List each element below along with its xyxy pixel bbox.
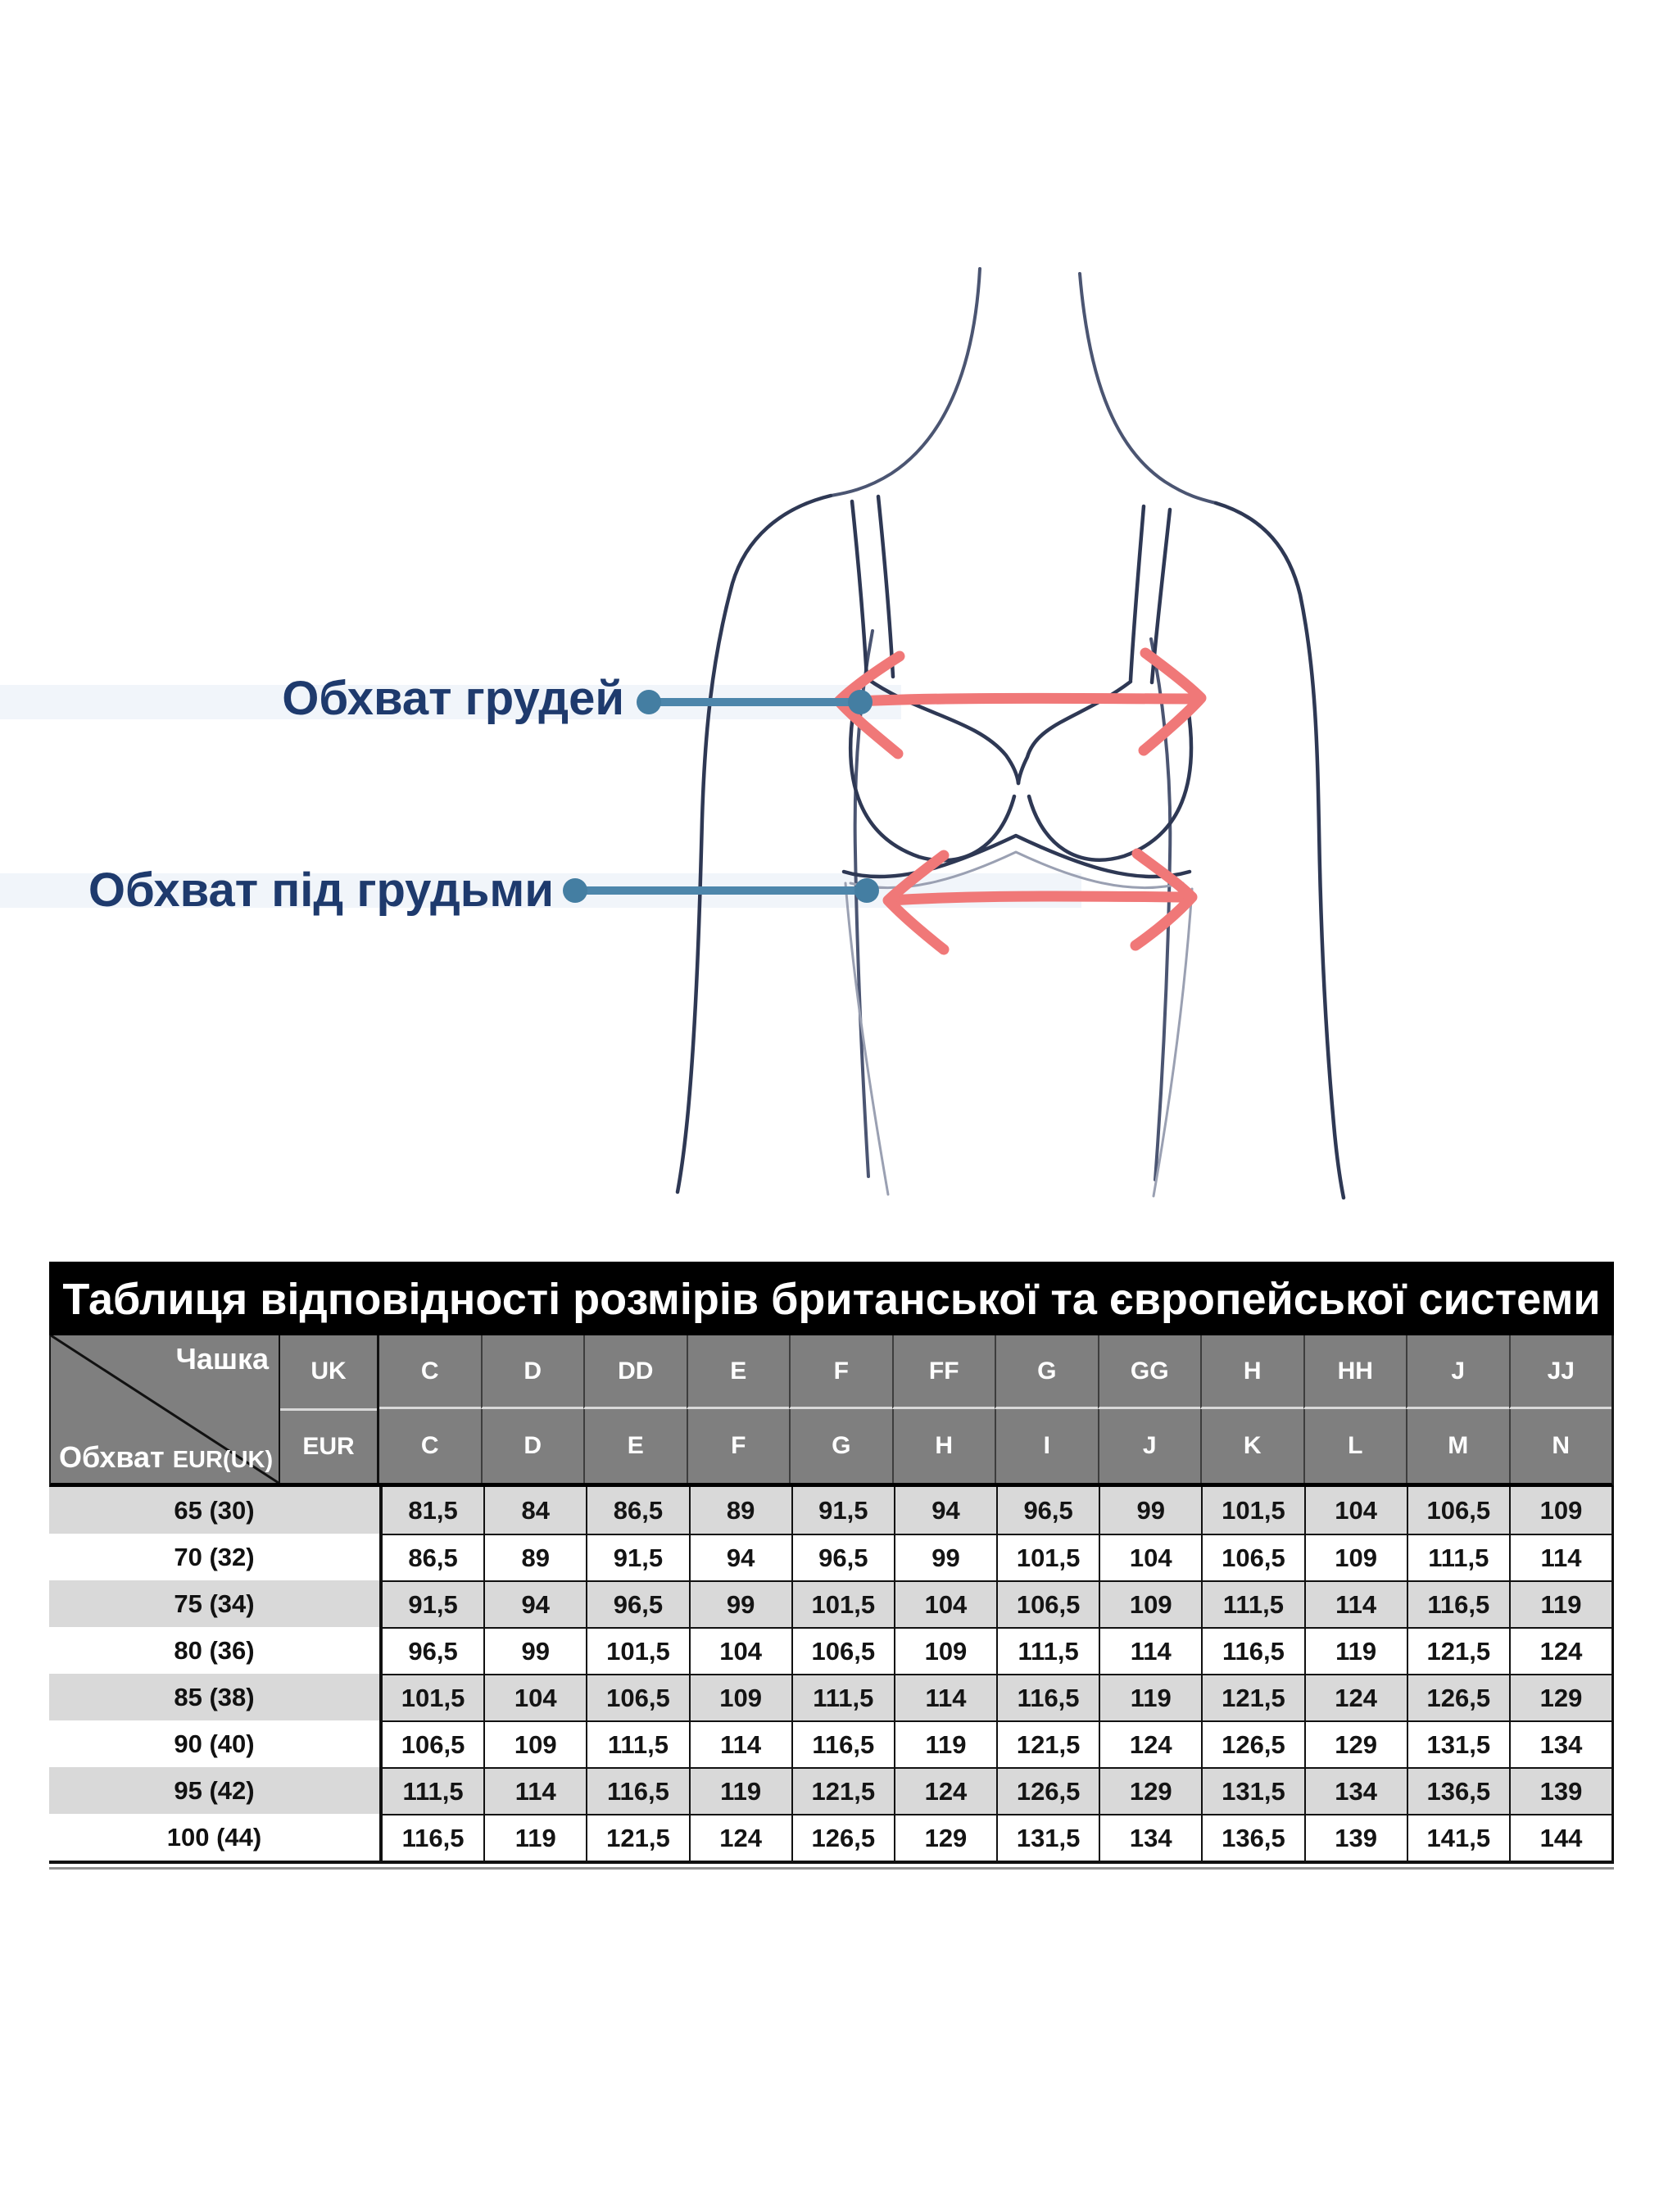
size-value-cell: 126,5 [996,1769,1099,1814]
size-value-cell: 129 [1509,1675,1611,1720]
connector-endpoint-dot [637,690,661,714]
size-value-cell: 109 [1099,1582,1201,1627]
size-value-cell: 129 [1304,1722,1407,1767]
size-value-cell: 96,5 [379,1629,483,1674]
size-value-cell: 101,5 [996,1535,1099,1580]
size-value-cell: 114 [1304,1582,1407,1627]
eur-cup-cell: F [687,1409,790,1483]
table-row [49,1814,1614,1861]
size-value-cell: 109 [689,1675,791,1720]
underbust-arrow-shaft [890,896,1188,900]
uk-cup-cell: G [995,1335,1098,1409]
size-value-cell: 121,5 [1407,1629,1509,1674]
eur-cup-cell: N [1509,1409,1612,1483]
size-value-cell: 99 [1099,1487,1201,1534]
unit-column [280,1335,379,1483]
size-value-cell: 134 [1099,1815,1201,1861]
row-values [379,1580,1614,1627]
size-value-cell: 109 [1509,1487,1611,1534]
row-label-girth: 95 (42) [174,1775,255,1805]
connector-endpoint-dot [848,690,873,714]
row-values [379,1674,1614,1720]
table-row [49,1720,1614,1767]
size-value-cell: 114 [1509,1535,1611,1580]
connector-endpoint-dot [563,878,587,903]
size-value-cell: 99 [689,1582,791,1627]
size-value-cell: 124 [894,1769,996,1814]
corner-cell [51,1335,280,1483]
size-value-cell: 104 [483,1675,586,1720]
girth-unit-note: EUR(UK) [172,1447,274,1473]
connector-endpoint-dot [854,878,879,903]
uk-cup-cell: J [1406,1335,1509,1409]
size-value-cell: 89 [483,1535,586,1580]
uk-cup-cell: DD [583,1335,687,1409]
eur-cup-cell: M [1406,1409,1509,1483]
size-value-cell: 124 [1509,1629,1611,1674]
size-value-cell: 119 [483,1815,586,1861]
size-value-cell: 94 [894,1487,996,1534]
size-value-cell: 99 [894,1535,996,1580]
size-value-cell: 119 [689,1769,791,1814]
eur-cup-cell: K [1200,1409,1303,1483]
size-value-cell: 104 [1304,1487,1407,1534]
eur-cup-cell: D [481,1409,584,1483]
size-value-cell: 94 [689,1535,791,1580]
size-value-cell: 124 [689,1815,791,1861]
size-value-cell: 141,5 [1407,1815,1509,1861]
size-value-cell: 91,5 [586,1535,688,1580]
size-value-cell: 104 [689,1629,791,1674]
size-value-cell: 91,5 [791,1487,894,1534]
size-value-cell: 139 [1304,1815,1407,1861]
row-values [379,1534,1614,1580]
uk-unit-cell: UK [280,1335,377,1411]
size-value-cell: 119 [1099,1675,1201,1720]
girth-word: Обхват [59,1440,165,1474]
row-label-girth: 75 (34) [174,1589,255,1618]
table-row [49,1627,1614,1674]
size-value-cell: 131,5 [996,1815,1099,1861]
size-value-cell: 114 [689,1722,791,1767]
size-value-cell: 109 [894,1629,996,1674]
size-value-cell: 106,5 [1407,1487,1509,1534]
bust-arrow-shaft [842,698,1198,702]
table-body [49,1487,1614,1861]
table-title: Таблиця відповідності розмірів британської та європейської системи [49,1262,1614,1335]
row-values [379,1720,1614,1767]
size-table [49,1262,1614,1870]
table-bottom-border [49,1861,1614,1870]
uk-cup-cell: JJ [1509,1335,1612,1409]
size-value-cell: 136,5 [1201,1815,1303,1861]
size-value-cell: 119 [1304,1629,1407,1674]
table-row [49,1674,1614,1720]
size-value-cell: 101,5 [791,1582,894,1627]
size-value-cell: 139 [1509,1769,1611,1814]
size-value-cell: 124 [1304,1675,1407,1720]
size-value-cell: 101,5 [379,1675,483,1720]
size-value-cell: 116,5 [791,1722,894,1767]
uk-cup-cell: F [789,1335,892,1409]
size-value-cell: 109 [1304,1535,1407,1580]
size-value-cell: 116,5 [1407,1582,1509,1627]
eur-cup-cell: H [892,1409,995,1483]
body-outline [678,269,1344,1198]
size-value-cell: 116,5 [586,1769,688,1814]
size-value-cell: 121,5 [996,1722,1099,1767]
row-label-girth: 80 (36) [174,1635,255,1665]
uk-cup-cell: E [687,1335,790,1409]
size-value-cell: 111,5 [1407,1535,1509,1580]
size-value-cell: 119 [1509,1582,1611,1627]
eur-cup-cell: E [583,1409,687,1483]
size-value-cell: 129 [894,1815,996,1861]
size-value-cell: 114 [483,1769,586,1814]
size-value-cell: 89 [689,1487,791,1534]
row-values [379,1627,1614,1674]
size-value-cell: 116,5 [996,1675,1099,1720]
row-values [379,1814,1614,1861]
cup-columns [379,1335,1611,1483]
size-value-cell: 104 [894,1582,996,1627]
row-label-girth: 90 (40) [174,1729,255,1758]
eur-cup-cell: C [420,1432,439,1459]
size-value-cell: 96,5 [996,1487,1099,1534]
size-value-cell: 114 [894,1675,996,1720]
size-value-cell: 111,5 [791,1675,894,1720]
size-value-cell: 116,5 [1201,1629,1303,1674]
size-value-cell: 129 [1099,1769,1201,1814]
size-value-cell: 121,5 [1201,1675,1303,1720]
size-value-cell: 81,5 [379,1487,483,1534]
size-value-cell: 106,5 [586,1675,688,1720]
uk-cup-cell: HH [1303,1335,1407,1409]
size-value-cell: 86,5 [586,1487,688,1534]
size-value-cell: 111,5 [586,1722,688,1767]
size-value-cell: 86,5 [379,1535,483,1580]
left-arm-outer-line [678,496,831,1192]
size-value-cell: 84 [483,1487,586,1534]
size-value-cell: 111,5 [379,1769,483,1814]
table-row [49,1767,1614,1814]
size-value-cell: 131,5 [1201,1769,1303,1814]
size-value-cell: 116,5 [379,1815,483,1861]
size-value-cell: 144 [1509,1815,1611,1861]
uk-cup-cell: D [481,1335,584,1409]
eur-cup-cell: I [995,1409,1098,1483]
table-row [49,1580,1614,1627]
size-value-cell: 131,5 [1407,1722,1509,1767]
right-arm-outer-line [1216,503,1344,1198]
right-arm-inner-line [1151,639,1170,1180]
size-value-cell: 101,5 [1201,1487,1303,1534]
size-value-cell: 99 [483,1629,586,1674]
size-value-cell: 126,5 [1201,1722,1303,1767]
row-label-girth: 70 (32) [174,1542,255,1571]
size-value-cell: 126,5 [791,1815,894,1861]
underbust-girth-label: Обхват під грудьми [88,863,554,917]
size-value-cell: 111,5 [996,1629,1099,1674]
size-value-cell: 134 [1304,1769,1407,1814]
size-value-cell: 121,5 [791,1769,894,1814]
row-values [379,1487,1614,1534]
row-values [379,1767,1614,1814]
size-value-cell: 136,5 [1407,1769,1509,1814]
size-value-cell: 114 [1099,1629,1201,1674]
left-strap-line [878,496,893,677]
right-neck-line [1080,274,1216,503]
left-neck-line [831,269,980,496]
eur-cup-cell: G [789,1409,892,1483]
size-value-cell: 104 [1099,1535,1201,1580]
size-value-cell: 121,5 [586,1815,688,1861]
cup-axis-label: Чашка [175,1342,269,1376]
row-label-girth: 85 (38) [174,1682,255,1711]
size-value-cell: 124 [1099,1722,1201,1767]
size-value-cell: 119 [894,1722,996,1767]
left-strap-line [852,501,867,678]
bust-girth-label: Обхват грудей [282,672,624,725]
girth-axis-label [59,1440,273,1475]
size-value-cell: 126,5 [1407,1675,1509,1720]
size-value-cell: 106,5 [996,1582,1099,1627]
uk-cup-cells [379,1335,1611,1409]
uk-cup-cell: FF [892,1335,995,1409]
size-value-cell: 106,5 [379,1722,483,1767]
size-value-cell: 101,5 [586,1629,688,1674]
eur-cup-cell: L [1303,1409,1407,1483]
size-value-cell: 91,5 [379,1582,483,1627]
row-label-girth: 65 (30) [174,1495,255,1525]
size-value-cell: 111,5 [1201,1582,1303,1627]
uk-cup-cell: C [379,1335,481,1409]
right-torso-side-line [1154,889,1192,1196]
table-header [49,1335,1614,1487]
eur-cup-cells [379,1409,1611,1483]
eur-unit-cell: EUR [302,1432,355,1460]
size-value-cell: 134 [1509,1722,1611,1767]
size-value-cell: 109 [483,1722,586,1767]
size-value-cell: 106,5 [1201,1535,1303,1580]
table-row [49,1534,1614,1580]
size-value-cell: 96,5 [791,1535,894,1580]
uk-cup-cell: H [1200,1335,1303,1409]
table-row [49,1487,1614,1534]
size-value-cell: 94 [483,1582,586,1627]
size-value-cell: 106,5 [791,1629,894,1674]
size-value-cell: 96,5 [586,1582,688,1627]
uk-cup-cell: GG [1098,1335,1201,1409]
row-label-girth: 100 (44) [166,1822,262,1852]
eur-cup-cell: J [1098,1409,1201,1483]
